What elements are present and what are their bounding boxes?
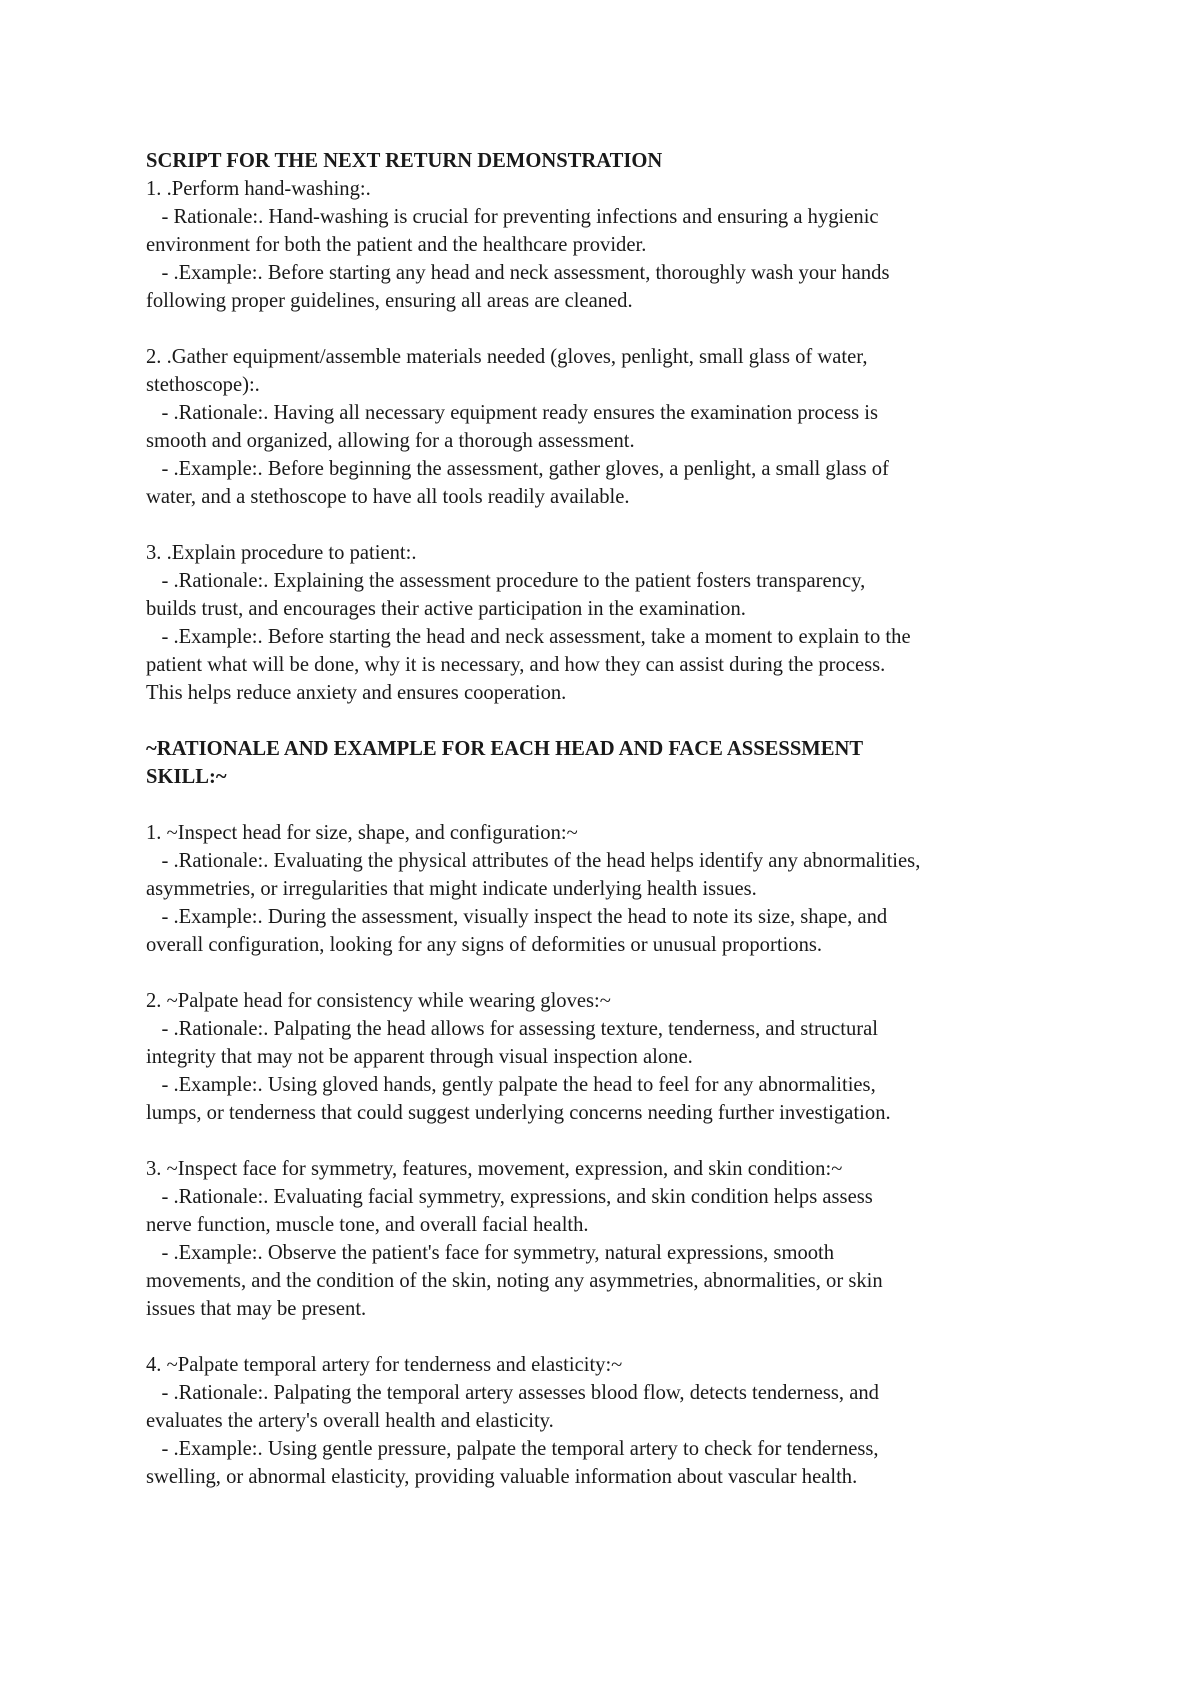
skill-heading: 1. ~Inspect head for size, shape, and configuration:~ bbox=[146, 822, 578, 844]
paragraph-gap bbox=[146, 511, 1066, 539]
paragraph-gap bbox=[146, 707, 1066, 735]
rationale-line: environment for both the patient and the healthcare provider. bbox=[146, 234, 647, 256]
rationale-line: - .Rationale:. Having all necessary equipment ready ensures the examination process is bbox=[146, 402, 878, 424]
example-line: lumps, or tenderness that could suggest underlying concerns needing further investigation. bbox=[146, 1102, 891, 1124]
skill-heading: 4. ~Palpate temporal artery for tenderness and elasticity:~ bbox=[146, 1354, 623, 1376]
section-title-line: SKILL:~ bbox=[146, 766, 227, 788]
rationale-line: asymmetries, or irregularities that might indicate underlying health issues. bbox=[146, 878, 757, 900]
rationale-line: smooth and organized, allowing for a thorough assessment. bbox=[146, 430, 635, 452]
step-heading: 3. .Explain procedure to patient:. bbox=[146, 542, 417, 564]
assessment-skill-3 bbox=[146, 1155, 1066, 1323]
example-line: following proper guidelines, ensuring all areas are cleaned. bbox=[146, 290, 633, 312]
rationale-line: builds trust, and encourages their active participation in the examination. bbox=[146, 598, 746, 620]
example-line: - .Example:. Using gloved hands, gently palpate the head to feel for any abnormalities, bbox=[146, 1074, 876, 1096]
skill-heading: 2. ~Palpate head for consistency while wearing gloves:~ bbox=[146, 990, 611, 1012]
procedure-step-3 bbox=[146, 539, 1066, 707]
paragraph-gap bbox=[146, 1127, 1066, 1155]
example-line: - .Example:. During the assessment, visually inspect the head to note its size, shape, and bbox=[146, 906, 888, 928]
example-line: swelling, or abnormal elasticity, providing valuable information about vascular health. bbox=[146, 1466, 858, 1488]
document-title: SCRIPT FOR THE NEXT RETURN DEMONSTRATION bbox=[146, 150, 663, 172]
example-line: - .Example:. Observe the patient's face for symmetry, natural expressions, smooth bbox=[146, 1242, 835, 1264]
assessment-skill-2 bbox=[146, 987, 1066, 1127]
procedure-step-2 bbox=[146, 343, 1066, 511]
example-line: - .Example:. Before starting any head and neck assessment, thoroughly wash your hands bbox=[146, 262, 890, 284]
example-line: water, and a stethoscope to have all tools readily available. bbox=[146, 486, 630, 508]
example-line: - .Example:. Before beginning the assessment, gather gloves, a penlight, a small glass of bbox=[146, 458, 889, 480]
rationale-line: - .Rationale:. Palpating the temporal artery assesses blood flow, detects tenderness, and bbox=[146, 1382, 879, 1404]
example-line: movements, and the condition of the skin, noting any asymmetries, abnormalities, or skin bbox=[146, 1270, 883, 1292]
step-heading: 2. .Gather equipment/assemble materials needed (gloves, penlight, small glass of water, bbox=[146, 346, 868, 368]
rationale-line: - Rationale:. Hand-washing is crucial for preventing infections and ensuring a hygienic bbox=[146, 206, 879, 228]
skill-heading: 3. ~Inspect face for symmetry, features, movement, expression, and skin condition:~ bbox=[146, 1158, 843, 1180]
procedure-step-1 bbox=[146, 175, 1066, 315]
document-page bbox=[146, 147, 1066, 1491]
rationale-line: evaluates the artery's overall health and elasticity. bbox=[146, 1410, 554, 1432]
rationale-line: - .Rationale:. Explaining the assessment procedure to the patient fosters transparency, bbox=[146, 570, 866, 592]
section-title bbox=[146, 735, 1066, 791]
paragraph-gap bbox=[146, 1323, 1066, 1351]
step-heading: 1. .Perform hand-washing:. bbox=[146, 178, 371, 200]
assessment-skill-1 bbox=[146, 819, 1066, 959]
rationale-line: - .Rationale:. Evaluating the physical attributes of the head helps identify any abnormalities, bbox=[146, 850, 921, 872]
example-line: patient what will be done, why it is necessary, and how they can assist during the process. bbox=[146, 654, 886, 676]
paragraph-gap bbox=[146, 959, 1066, 987]
example-line: overall configuration, looking for any signs of deformities or unusual proportions. bbox=[146, 934, 823, 956]
rationale-line: nerve function, muscle tone, and overall facial health. bbox=[146, 1214, 589, 1236]
paragraph-gap bbox=[146, 315, 1066, 343]
step-heading: stethoscope):. bbox=[146, 374, 260, 396]
example-line: - .Example:. Using gentle pressure, palpate the temporal artery to check for tenderness, bbox=[146, 1438, 879, 1460]
example-line: - .Example:. Before starting the head and neck assessment, take a moment to explain to the bbox=[146, 626, 911, 648]
rationale-line: integrity that may not be apparent through visual inspection alone. bbox=[146, 1046, 693, 1068]
example-line: issues that may be present. bbox=[146, 1298, 367, 1320]
assessment-skill-4 bbox=[146, 1351, 1066, 1491]
paragraph-gap bbox=[146, 791, 1066, 819]
rationale-line: - .Rationale:. Palpating the head allows for assessing texture, tenderness, and structural bbox=[146, 1018, 879, 1040]
rationale-line: - .Rationale:. Evaluating facial symmetry, expressions, and skin condition helps assess bbox=[146, 1186, 873, 1208]
example-line: This helps reduce anxiety and ensures cooperation. bbox=[146, 682, 567, 704]
section-title-line: ~RATIONALE AND EXAMPLE FOR EACH HEAD AND FACE ASSESSMENT bbox=[146, 738, 864, 760]
